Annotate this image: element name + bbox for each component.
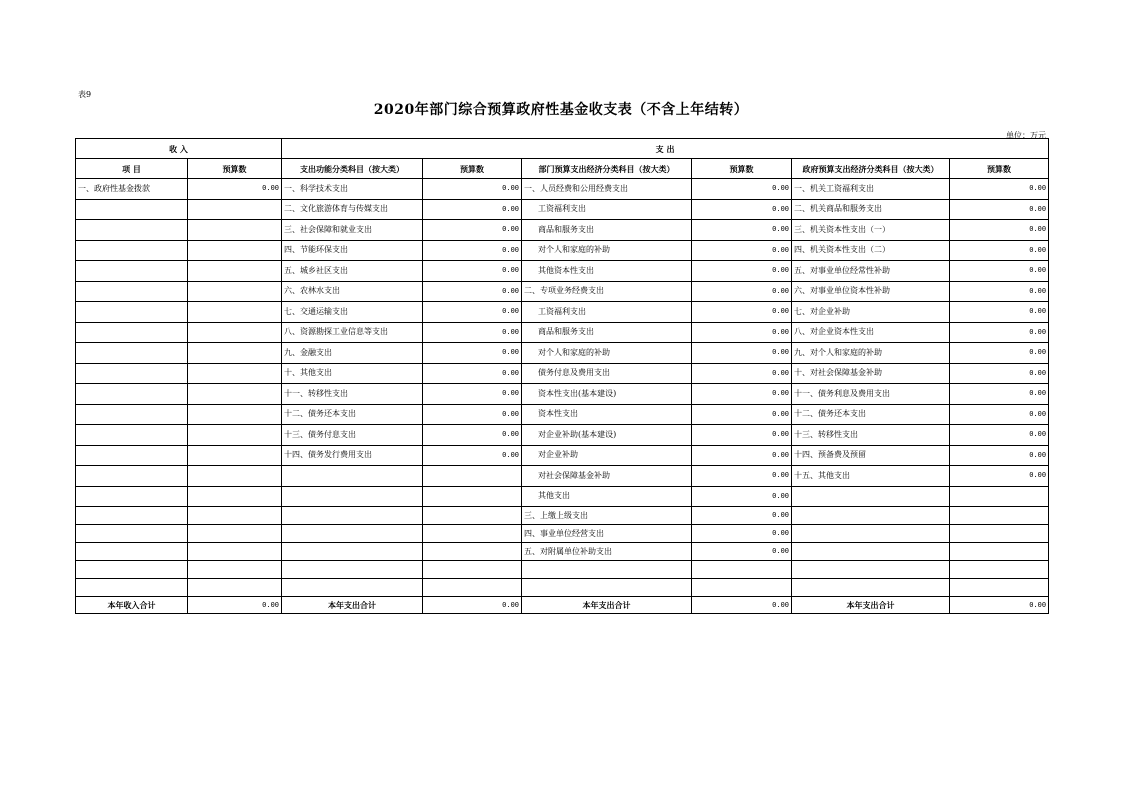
- func-value-cell: 0.00: [423, 261, 522, 282]
- table-row: [76, 384, 1049, 405]
- income-item-cell: [76, 363, 188, 384]
- dept-econ-value-cell: 0.00: [692, 384, 792, 405]
- income-item-cell: [76, 525, 188, 543]
- dept-econ-category-cell: 资本性支出(基本建设): [522, 384, 692, 405]
- income-item-cell: [76, 543, 188, 561]
- income-value-cell: [188, 343, 282, 364]
- income-group-header: 收 入: [76, 139, 282, 159]
- dept-econ-category-cell: 二、专项业务经费支出: [522, 281, 692, 302]
- income-value-cell: [188, 281, 282, 302]
- func-value-cell: [423, 507, 522, 525]
- func-value-cell: 0.00: [423, 179, 522, 200]
- income-value-cell: [188, 507, 282, 525]
- income-item-cell: [76, 561, 188, 579]
- income-item-cell: [76, 579, 188, 597]
- table-row: [76, 363, 1049, 384]
- table-row: [76, 322, 1049, 343]
- income-value-cell: [188, 466, 282, 487]
- dept-econ-category-cell: 工资福利支出: [522, 199, 692, 220]
- gov-econ-category-cell: 九、对个人和家庭的补助: [792, 343, 950, 364]
- table-row: [76, 543, 1049, 561]
- header-row-group: [76, 139, 1049, 159]
- dept-econ-category-cell: [522, 579, 692, 597]
- dept-econ-value-cell: 0.00: [692, 199, 792, 220]
- income-value-cell: [188, 363, 282, 384]
- income-total-label: 本年收入合计: [76, 597, 188, 614]
- table-row: [76, 179, 1049, 200]
- income-value-cell: [188, 322, 282, 343]
- gov-econ-value-cell: 0.00: [950, 343, 1049, 364]
- gov-econ-category-cell: 十二、债务还本支出: [792, 404, 950, 425]
- gov-econ-value-cell: 0.00: [950, 281, 1049, 302]
- table-row: [76, 507, 1049, 525]
- totals-row: [76, 597, 1049, 614]
- gov-econ-category-cell: 八、对企业资本性支出: [792, 322, 950, 343]
- col-header-budget: 预算数: [692, 159, 792, 179]
- table-number: 表9: [78, 90, 92, 99]
- dept-econ-category-cell: 其他资本性支出: [522, 261, 692, 282]
- gov-econ-value-cell: 0.00: [950, 261, 1049, 282]
- gov-econ-value-cell: [950, 579, 1049, 597]
- gov-econ-category-cell: [792, 543, 950, 561]
- gov-econ-category-cell: 一、机关工资福利支出: [792, 179, 950, 200]
- gov-econ-category-cell: [792, 561, 950, 579]
- table-row: [76, 486, 1049, 507]
- gov-econ-category-cell: 七、对企业补助: [792, 302, 950, 323]
- dept-total-value: 0.00: [692, 597, 792, 614]
- dept-econ-category-cell: 四、事业单位经营支出: [522, 525, 692, 543]
- dept-econ-category-cell: 其他支出: [522, 486, 692, 507]
- income-item-cell: [76, 445, 188, 466]
- func-category-cell: 十四、债务发行费用支出: [282, 445, 423, 466]
- dept-econ-category-cell: 资本性支出: [522, 404, 692, 425]
- func-category-cell: [282, 466, 423, 487]
- income-value-cell: [188, 404, 282, 425]
- dept-econ-value-cell: 0.00: [692, 240, 792, 261]
- gov-econ-value-cell: 0.00: [950, 363, 1049, 384]
- func-value-cell: 0.00: [423, 363, 522, 384]
- func-category-cell: 二、文化旅游体育与传媒支出: [282, 199, 423, 220]
- gov-total-label: 本年支出合计: [792, 597, 950, 614]
- func-category-cell: [282, 486, 423, 507]
- budget-table: [75, 138, 1049, 614]
- table-row: [76, 425, 1049, 446]
- func-category-cell: 十三、债务付息支出: [282, 425, 423, 446]
- func-value-cell: [423, 561, 522, 579]
- dept-econ-category-cell: 工资福利支出: [522, 302, 692, 323]
- dept-econ-value-cell: 0.00: [692, 302, 792, 323]
- expense-group-header: 支 出: [282, 139, 1049, 159]
- func-value-cell: 0.00: [423, 404, 522, 425]
- func-category-cell: 十二、债务还本支出: [282, 404, 423, 425]
- dept-econ-value-cell: 0.00: [692, 525, 792, 543]
- dept-econ-category-cell: 三、上缴上级支出: [522, 507, 692, 525]
- income-item-cell: [76, 507, 188, 525]
- func-category-cell: 十一、转移性支出: [282, 384, 423, 405]
- income-value-cell: [188, 240, 282, 261]
- gov-econ-value-cell: 0.00: [950, 404, 1049, 425]
- income-item-cell: [76, 486, 188, 507]
- dept-econ-category-cell: 对个人和家庭的补助: [522, 343, 692, 364]
- dept-econ-category-cell: 对个人和家庭的补助: [522, 240, 692, 261]
- income-item-cell: [76, 425, 188, 446]
- dept-econ-value-cell: 0.00: [692, 220, 792, 241]
- page-title: 2020年部门综合预算政府性基金收支表（不含上年结转）: [373, 102, 749, 118]
- income-value-cell: [188, 302, 282, 323]
- gov-econ-category-cell: 十五、其他支出: [792, 466, 950, 487]
- gov-econ-value-cell: 0.00: [950, 302, 1049, 323]
- func-value-cell: 0.00: [423, 322, 522, 343]
- income-value-cell: [188, 220, 282, 241]
- col-header-item: 项 目: [76, 159, 188, 179]
- dept-econ-value-cell: [692, 561, 792, 579]
- income-item-cell: [76, 302, 188, 323]
- gov-econ-category-cell: 三、机关资本性支出（一）: [792, 220, 950, 241]
- func-category-cell: [282, 525, 423, 543]
- gov-econ-value-cell: 0.00: [950, 384, 1049, 405]
- table-row: [76, 561, 1049, 579]
- func-value-cell: 0.00: [423, 302, 522, 323]
- gov-econ-category-cell: [792, 507, 950, 525]
- table-row: [76, 525, 1049, 543]
- func-category-cell: [282, 543, 423, 561]
- income-item-cell: [76, 240, 188, 261]
- unit-label: 单位：万元: [1006, 131, 1046, 140]
- func-category-cell: [282, 507, 423, 525]
- func-category-cell: [282, 579, 423, 597]
- dept-econ-category-cell: 对社会保障基金补助: [522, 466, 692, 487]
- dept-econ-value-cell: 0.00: [692, 179, 792, 200]
- dept-econ-category-cell: 对企业补助: [522, 445, 692, 466]
- func-value-cell: 0.00: [423, 425, 522, 446]
- gov-econ-value-cell: 0.00: [950, 179, 1049, 200]
- income-value-cell: 0.00: [188, 179, 282, 200]
- gov-econ-value-cell: [950, 507, 1049, 525]
- gov-econ-value-cell: [950, 561, 1049, 579]
- table-row: [76, 466, 1049, 487]
- gov-econ-value-cell: 0.00: [950, 445, 1049, 466]
- gov-econ-category-cell: [792, 525, 950, 543]
- col-header-budget: 预算数: [188, 159, 282, 179]
- func-category-cell: 九、金融支出: [282, 343, 423, 364]
- gov-econ-value-cell: 0.00: [950, 322, 1049, 343]
- income-item-cell: [76, 261, 188, 282]
- income-value-cell: [188, 525, 282, 543]
- dept-econ-value-cell: 0.00: [692, 404, 792, 425]
- func-category-cell: 六、农林水支出: [282, 281, 423, 302]
- func-category-cell: 八、资源勘探工业信息等支出: [282, 322, 423, 343]
- gov-econ-value-cell: [950, 525, 1049, 543]
- func-category-cell: 七、交通运输支出: [282, 302, 423, 323]
- income-item-cell: [76, 343, 188, 364]
- gov-econ-value-cell: [950, 543, 1049, 561]
- dept-econ-category-cell: 一、人员经费和公用经费支出: [522, 179, 692, 200]
- income-item-cell: [76, 322, 188, 343]
- dept-econ-value-cell: 0.00: [692, 261, 792, 282]
- col-header-budget: 预算数: [950, 159, 1049, 179]
- table-row: [76, 404, 1049, 425]
- func-value-cell: [423, 525, 522, 543]
- income-item-cell: [76, 281, 188, 302]
- gov-econ-value-cell: 0.00: [950, 466, 1049, 487]
- gov-econ-category-cell: [792, 486, 950, 507]
- table-row: [76, 343, 1049, 364]
- dept-econ-value-cell: 0.00: [692, 466, 792, 487]
- func-total-label: 本年支出合计: [282, 597, 423, 614]
- dept-econ-value-cell: [692, 579, 792, 597]
- dept-econ-category-cell: 对企业补助(基本建设): [522, 425, 692, 446]
- gov-econ-value-cell: 0.00: [950, 425, 1049, 446]
- gov-econ-value-cell: 0.00: [950, 240, 1049, 261]
- dept-econ-value-cell: 0.00: [692, 507, 792, 525]
- table-row: [76, 261, 1049, 282]
- func-value-cell: 0.00: [423, 384, 522, 405]
- table-row: [76, 302, 1049, 323]
- table-row: [76, 579, 1049, 597]
- func-value-cell: 0.00: [423, 281, 522, 302]
- func-category-cell: 十、其他支出: [282, 363, 423, 384]
- dept-econ-value-cell: 0.00: [692, 425, 792, 446]
- dept-econ-category-cell: 商品和服务支出: [522, 322, 692, 343]
- income-item-cell: [76, 404, 188, 425]
- dept-econ-value-cell: 0.00: [692, 486, 792, 507]
- table-row: [76, 445, 1049, 466]
- income-value-cell: [188, 199, 282, 220]
- income-item-cell: [76, 384, 188, 405]
- income-item-cell: 一、政府性基金拨款: [76, 179, 188, 200]
- income-item-cell: [76, 220, 188, 241]
- dept-total-label: 本年支出合计: [522, 597, 692, 614]
- income-item-cell: [76, 199, 188, 220]
- income-value-cell: [188, 561, 282, 579]
- func-value-cell: 0.00: [423, 240, 522, 261]
- func-category-cell: 五、城乡社区支出: [282, 261, 423, 282]
- dept-econ-value-cell: 0.00: [692, 322, 792, 343]
- func-category-cell: [282, 561, 423, 579]
- col-header-gov-econ-category: 政府预算支出经济分类科目（按大类）: [792, 159, 950, 179]
- income-total-value: 0.00: [188, 597, 282, 614]
- gov-econ-category-cell: 十、对社会保障基金补助: [792, 363, 950, 384]
- gov-econ-value-cell: 0.00: [950, 220, 1049, 241]
- income-value-cell: [188, 425, 282, 446]
- func-value-cell: 0.00: [423, 445, 522, 466]
- gov-econ-category-cell: 四、机关资本性支出（二）: [792, 240, 950, 261]
- func-value-cell: 0.00: [423, 220, 522, 241]
- col-header-func-category: 支出功能分类科目（按大类）: [282, 159, 423, 179]
- gov-econ-category-cell: 十四、预备费及预留: [792, 445, 950, 466]
- income-value-cell: [188, 445, 282, 466]
- gov-econ-category-cell: 十三、转移性支出: [792, 425, 950, 446]
- func-value-cell: [423, 466, 522, 487]
- func-total-value: 0.00: [423, 597, 522, 614]
- gov-econ-category-cell: 二、机关商品和服务支出: [792, 199, 950, 220]
- dept-econ-category-cell: [522, 561, 692, 579]
- dept-econ-category-cell: 商品和服务支出: [522, 220, 692, 241]
- dept-econ-value-cell: 0.00: [692, 281, 792, 302]
- income-value-cell: [188, 384, 282, 405]
- dept-econ-value-cell: 0.00: [692, 343, 792, 364]
- gov-econ-category-cell: 六、对事业单位资本性补助: [792, 281, 950, 302]
- dept-econ-category-cell: 五、对附属单位补助支出: [522, 543, 692, 561]
- table-row: [76, 220, 1049, 241]
- gov-total-value: 0.00: [950, 597, 1049, 614]
- income-value-cell: [188, 543, 282, 561]
- func-category-cell: 四、节能环保支出: [282, 240, 423, 261]
- gov-econ-value-cell: [950, 486, 1049, 507]
- func-value-cell: 0.00: [423, 343, 522, 364]
- gov-econ-category-cell: [792, 579, 950, 597]
- income-value-cell: [188, 486, 282, 507]
- table-row: [76, 281, 1049, 302]
- income-item-cell: [76, 466, 188, 487]
- func-category-cell: 一、科学技术支出: [282, 179, 423, 200]
- col-header-dept-econ-category: 部门预算支出经济分类科目（按大类）: [522, 159, 692, 179]
- header-row-columns: [76, 159, 1049, 179]
- income-value-cell: [188, 261, 282, 282]
- dept-econ-category-cell: 债务付息及费用支出: [522, 363, 692, 384]
- table-row: [76, 240, 1049, 261]
- income-value-cell: [188, 579, 282, 597]
- dept-econ-value-cell: 0.00: [692, 543, 792, 561]
- func-value-cell: [423, 486, 522, 507]
- gov-econ-value-cell: 0.00: [950, 199, 1049, 220]
- table-row: [76, 199, 1049, 220]
- func-value-cell: 0.00: [423, 199, 522, 220]
- col-header-budget: 预算数: [423, 159, 522, 179]
- dept-econ-value-cell: 0.00: [692, 445, 792, 466]
- func-value-cell: [423, 543, 522, 561]
- func-value-cell: [423, 579, 522, 597]
- dept-econ-value-cell: 0.00: [692, 363, 792, 384]
- func-category-cell: 三、社会保障和就业支出: [282, 220, 423, 241]
- gov-econ-category-cell: 十一、债务利息及费用支出: [792, 384, 950, 405]
- gov-econ-category-cell: 五、对事业单位经常性补助: [792, 261, 950, 282]
